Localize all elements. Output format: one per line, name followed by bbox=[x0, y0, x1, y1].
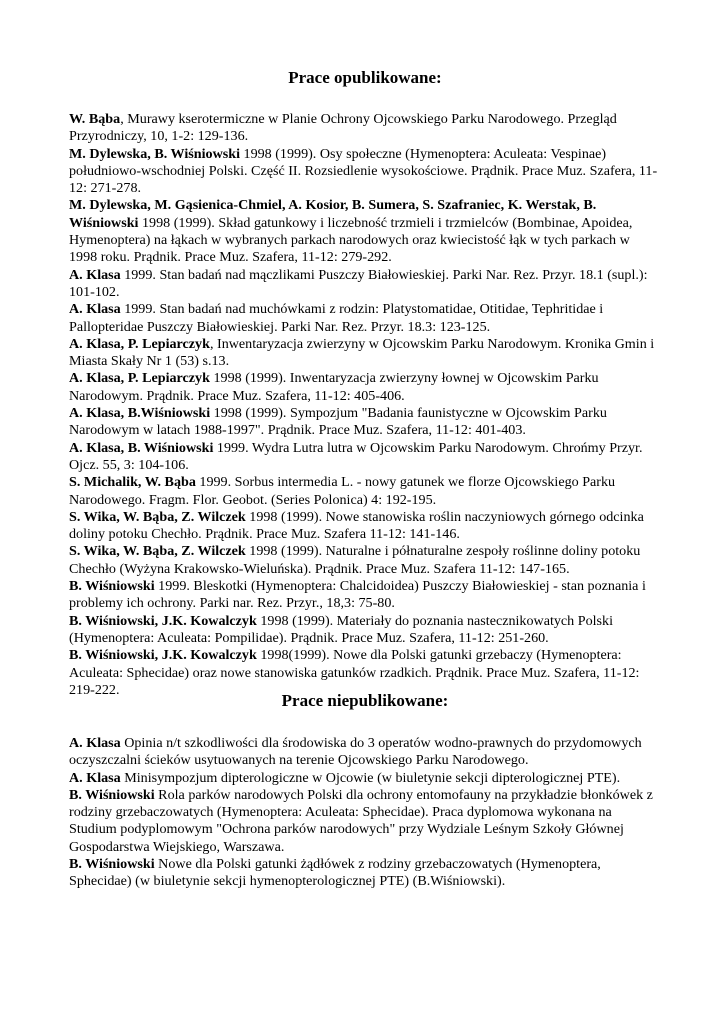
entry-details: 1998 (1999). Sympozjum "Badania faunistyczne w Ojcowskim Parku Narodowym w latach 1988-1997". Prądnik. Prace Muz. Szafera, 11-12: 401-403. bbox=[69, 405, 607, 439]
bibliography-entry bbox=[69, 578, 661, 613]
entry-details: 1998(1999). Nowe dla Polski gatunki grzebaczy (Hymenoptera: Aculeata: Sphecidae) oraz nowe stanowiska gatunków rzadkich. Prądnik. Prace Muz. Szafera, 11-12: 219-222. bbox=[69, 647, 640, 698]
entry-details: Opinia n/t szkodliwości dla środowiska do 3 operatów wodno-prawnych do przydomowych oczyszczalni ścieków usytuowanych na terenie Ojcowskiego Parku Narodowego. bbox=[69, 735, 642, 769]
bibliography-entry bbox=[69, 405, 661, 440]
entry-authors: A. Klasa, B.Wiśniowski bbox=[69, 405, 211, 422]
entry-authors: A. Klasa, P. Lepiarczyk bbox=[69, 370, 210, 387]
bibliography-entry bbox=[69, 301, 661, 336]
entry-authors: A. Klasa, P. Lepiarczyk bbox=[69, 335, 210, 352]
bibliography-entry bbox=[69, 267, 661, 302]
unpublished-list bbox=[69, 735, 661, 891]
entry-authors: A. Klasa bbox=[69, 266, 121, 283]
entry-authors: S. Wika, W. Bąba, Z. Wilczek bbox=[69, 543, 246, 560]
bibliography-entry bbox=[69, 735, 661, 770]
entry-details: Rola parków narodowych Polski dla ochrony entomofauny na przykładzie błonkówek z rodziny grzebaczowatych (Hymenoptera: Aculeata: Sphecidae). Praca dyplomowa wykonana na Studium podyplomowym "Ochrona parków narodowych" przy Wydziale Leśnym Szkoły Głównej Gospodarstwa Wiejskiego, Warszawa. bbox=[69, 786, 653, 855]
bibliography-entry bbox=[69, 197, 661, 266]
entry-details: 1998 (1999). Skład gatunkowy i liczebność trzmieli i trzmielców (Bombinae, Apoidea, Hymenoptera) na łąkach w wybranych parkach narodowych oraz kwiecistość łąk w tych parkach w 1998 roku. Prądnik. Prace Muz. Szafera, 11-12: 279-292. bbox=[69, 214, 633, 266]
entry-details: Nowe dla Polski gatunki żądłówek z rodziny grzebaczowatych (Hymenoptera, Sphecidae) (w biuletynie sekcji hymenopterologicznej PTE) (B.Wiśniowski). bbox=[69, 856, 601, 890]
bibliography-entry bbox=[69, 543, 661, 578]
entry-details: Minisympozjum dipterologiczne w Ojcowie (w biuletynie sekcji dipterologicznej PTE). bbox=[120, 769, 621, 786]
entry-details: , Inwentaryzacja zwierzyny w Ojcowskim Parku Narodowym. Kronika Gmin i Miasta Skały Nr 1 (53) s.13. bbox=[69, 335, 655, 370]
entry-details: , Murawy kserotermiczne w Planie Ochrony Ojcowskiego Parku Narodowego. Przegląd Przyrodniczy, 10, 1-2: 129-136. bbox=[69, 111, 617, 145]
entry-details: 1999. Stan badań nad mączlikami Puszczy Białowieskiej. Parki Nar. Rez. Przyr. 18.1 (supl.): 101-102. bbox=[69, 266, 648, 300]
entry-details: 1999. Wydra Lutra lutra w Ojcowskim Parku Narodowym. Chrońmy Przyr. Ojcz. 55, 3: 104-106. bbox=[69, 439, 643, 473]
entry-details: 1999. Sorbus intermedia L. - nowy gatunek we florze Ojcowskiego Parku Narodowego. Fragm. Flor. Geobot. (Series Polonica) 4: 192-195. bbox=[69, 474, 616, 508]
bibliography-entry bbox=[69, 474, 661, 509]
bibliography-entry bbox=[69, 856, 661, 891]
entry-authors: A. Klasa bbox=[69, 301, 121, 318]
entry-authors: A. Klasa, B. Wiśniowski bbox=[69, 439, 214, 456]
entry-details: 1999. Bleskotki (Hymenoptera: Chalcidoidea) Puszczy Białowieskiej - stan poznania i problemy ich ochrony. Parki nar. Rez. Przyr., 18,3: 75-80. bbox=[69, 578, 646, 612]
bibliography-entry bbox=[69, 787, 661, 856]
entry-details: 1998 (1999). Naturalne i półnaturalne zespoły roślinne doliny potoku Chechło (Wyżyna Krakowsko-Wieluńska). Prądnik. Prace Muz. Szafera 11-12: 147-165. bbox=[69, 543, 641, 577]
published-list bbox=[69, 111, 661, 699]
entry-authors: S. Michalik, W. Bąba bbox=[69, 474, 196, 491]
entry-details: 1998 (1999). Osy społeczne (Hymenoptera: Aculeata: Vespinae) południowo-wschodniej Polski. Część II. Rozsiedlenie wysokościowe. Prądnik. Prace Muz. Szafera, 11-12: 271-278. bbox=[69, 145, 658, 197]
entry-authors: S. Wika, W. Bąba, Z. Wilczek bbox=[69, 508, 246, 525]
entry-authors: A. Klasa bbox=[69, 735, 121, 751]
entry-details: 1998 (1999). Materiały do poznania nastecznikowatych Polski (Hymenoptera: Aculeata: Pompilidae). Prądnik. Prace Muz. Szafera, 11-12: 251-260. bbox=[69, 612, 613, 646]
section-title-published: Prace opublikowane: bbox=[288, 68, 442, 87]
entry-authors: B. Wiśniowski, J.K. Kowalczyk bbox=[69, 612, 257, 629]
entry-authors: B. Wiśniowski bbox=[69, 856, 155, 873]
bibliography-entry bbox=[69, 770, 661, 787]
entry-details: 1998 (1999). Inwentaryzacja zwierzyny łownej w Ojcowskim Parku Narodowym. Prądnik. Prace Muz. Szafera, 11-12: 405-406. bbox=[69, 370, 599, 404]
bibliography-entry bbox=[69, 509, 661, 544]
section-title-unpublished: Prace niepublikowane: bbox=[281, 691, 449, 710]
bibliography-entry bbox=[69, 111, 661, 146]
entry-details: 1998 (1999). Nowe stanowiska roślin naczyniowych górnego odcinka doliny potoku Chechło. Prądnik. Prace Muz. Szafera 11-12: 141-146. bbox=[69, 508, 644, 543]
bibliography-entry bbox=[69, 613, 661, 648]
entry-authors: B. Wiśniowski bbox=[69, 786, 155, 803]
bibliography-entry bbox=[69, 370, 661, 405]
entry-authors: B. Wiśniowski bbox=[69, 578, 155, 595]
bibliography-entry bbox=[69, 146, 661, 198]
entry-authors: B. Wiśniowski, J.K. Kowalczyk bbox=[69, 647, 257, 664]
entry-authors: A. Klasa bbox=[69, 769, 121, 786]
entry-details: 1999. Stan badań nad muchówkami z rodzin: Platystomatidae, Otitidae, Tephritidae i Pallopteridae Puszczy Białowieskiej. Parki Nar. Rez. Przyr. 18.3: 123-125. bbox=[69, 301, 604, 335]
entry-authors: W. Bąba bbox=[69, 111, 121, 127]
entry-authors: M. Dylewska, M. Gąsienica-Chmiel, A. Kosior, B. Sumera, S. Szafraniec, K. Werstak, B. Wiśniowski bbox=[69, 197, 597, 231]
bibliography-entry bbox=[69, 336, 661, 371]
bibliography-entry bbox=[69, 440, 661, 475]
entry-authors: M. Dylewska, B. Wiśniowski bbox=[69, 145, 240, 162]
